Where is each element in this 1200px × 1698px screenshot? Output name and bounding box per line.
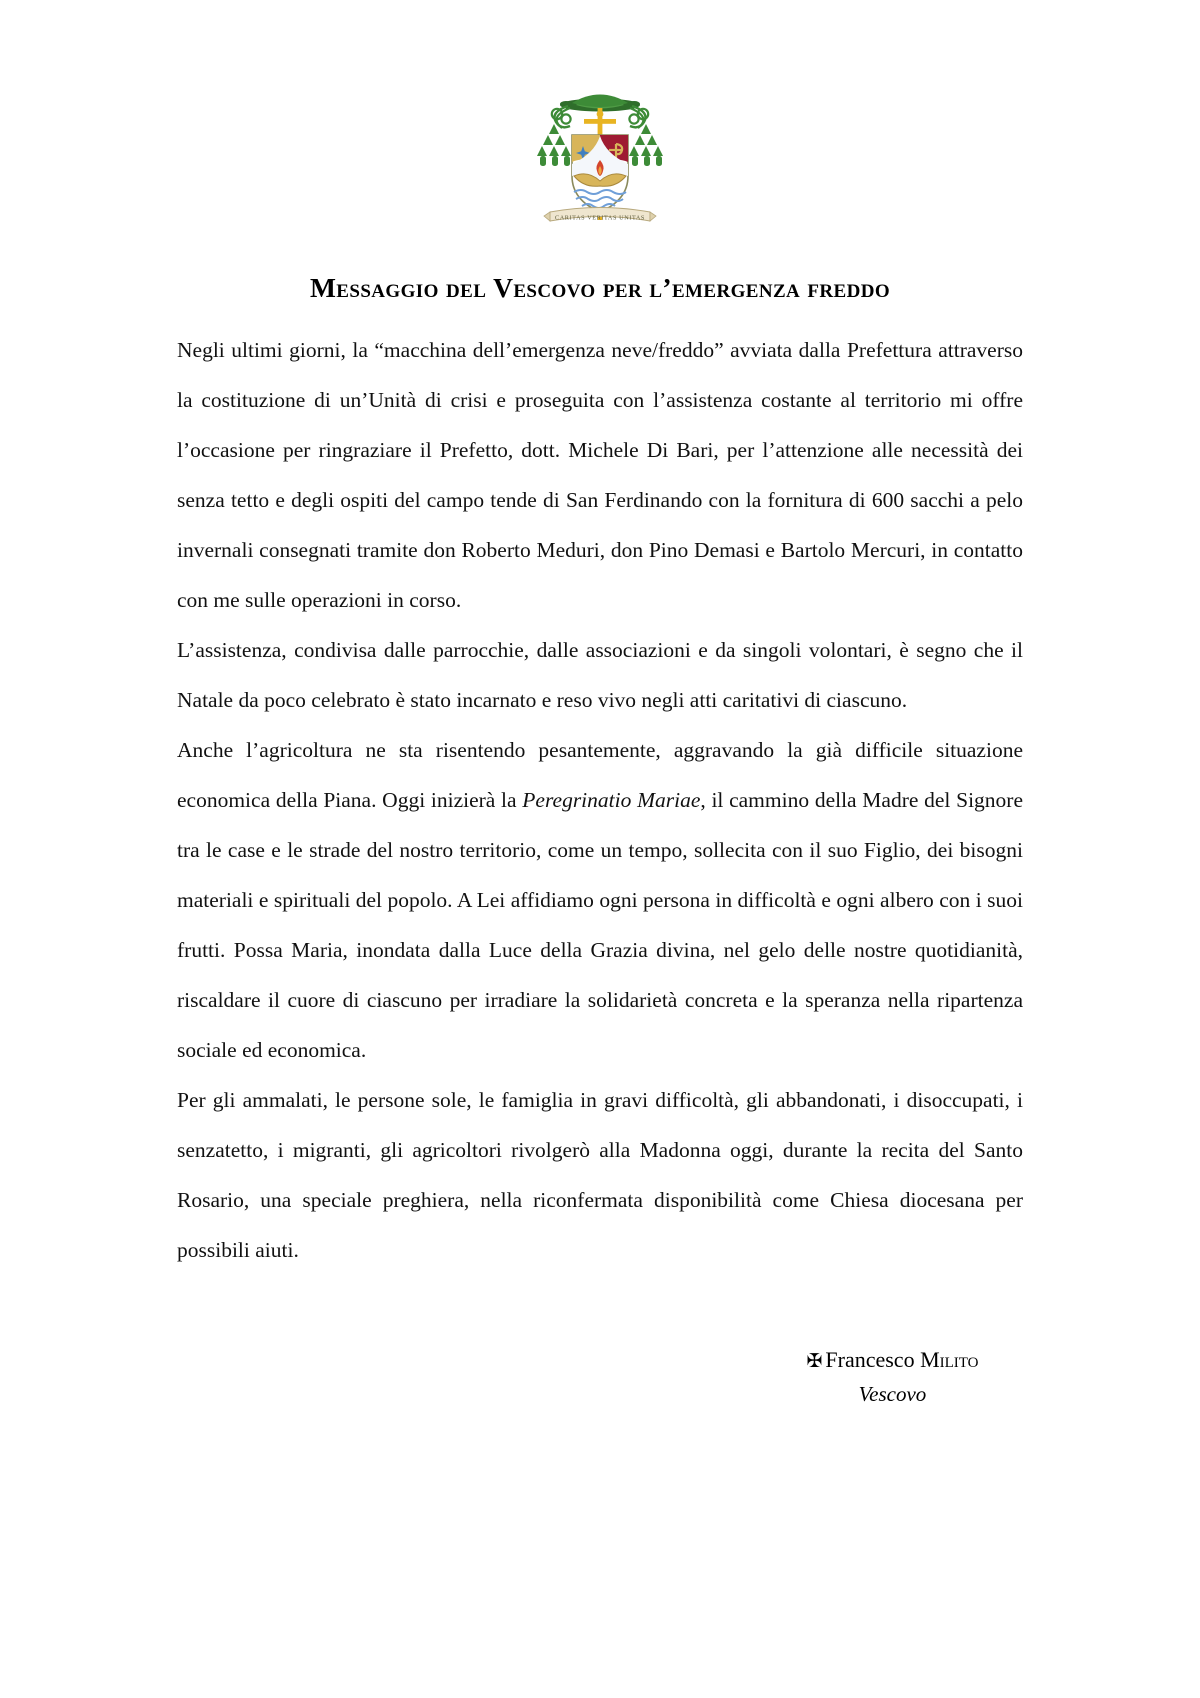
signature-role: Vescovo — [858, 1382, 927, 1406]
maltese-cross-icon: ✠ — [806, 1351, 823, 1372]
paragraph-4-text: Per gli ammalati, le persone sole, le famiglia in gravi difficoltà, gli abbandonati, i disoccupati, i senzatetto, i migranti, gli agricoltori rivolgerò alla Madonna oggi, durante la recita del Santo Rosario, una speciale preghiera, nella riconfermata disponibilità come Chiesa diocesana per possibili aiuti. — [177, 1088, 1023, 1262]
paragraph-2 — [177, 625, 1023, 725]
crest-motto-text: CARITAS VERITAS UNITAS — [555, 214, 645, 222]
crest-container — [0, 0, 1200, 228]
paragraph-2-text: L’assistenza, condivisa dalle parrocchie, dalle associazioni e da singoli volontari, è segno che il Natale da poco celebrato è stato incarnato e reso vivo negli atti caritativi di ciascuno. — [177, 638, 1023, 712]
paragraph-3-text-part-2: , il cammino della Madre del Signore tra le case e le strade del nostro territorio, come un tempo, sollecita con il suo Figlio, dei bisogni materiali e spirituali del popolo. A Lei affidiamo ogni persona in difficoltà e ogni albero con i suoi frutti. Possa Maria, inondata dalla Luce della Grazia divina, nel gelo delle nostre quotidianità, riscaldare il cuore di ciascuno per irradiare la solidarietà concreta e la speranza nella ripartenza sociale ed economica. — [177, 788, 1023, 1062]
signature-last-name: Milito — [920, 1347, 979, 1372]
signature-block — [0, 1345, 1200, 1409]
document-body — [177, 304, 1023, 1275]
signature-name-line — [806, 1345, 978, 1377]
paragraph-3-italic-peregrinatio-mariae: Peregrinatio Mariae — [522, 788, 701, 812]
episcopal-coat-of-arms-icon — [512, 88, 688, 228]
paragraph-1-text: Negli ultimi giorni, la “macchina dell’emergenza neve/freddo” avviata dalla Prefettura attraverso la costituzione di un’Unità di crisi e proseguita con l’assistenza costante al territorio mi offre l’occasione per ringraziare il Prefetto, dott. Michele Di Bari, per l’attenzione alle necessità dei senza tetto e degli ospiti del campo tende di San Ferdinando con la fornitura di 600 sacchi a pelo invernali consegnati tramite don Roberto Meduri, don Pino Demasi e Bartolo Mercuri, in contatto con me sulle operazioni in corso. — [177, 338, 1023, 612]
paragraph-1 — [177, 325, 1023, 625]
paragraph-3-text-part-1: Anche l’agricoltura ne sta risentendo pesantemente, aggravando la già difficile situazione economica della Piana. Oggi inizierà la — [177, 738, 1023, 812]
signature-inner — [806, 1345, 978, 1409]
page-title: Messaggio del Vescovo per l’emergenza freddo — [309, 272, 891, 303]
signature-first-name: Francesco — [825, 1347, 915, 1372]
paragraph-3 — [177, 725, 1023, 1075]
paragraph-4 — [177, 1075, 1023, 1275]
